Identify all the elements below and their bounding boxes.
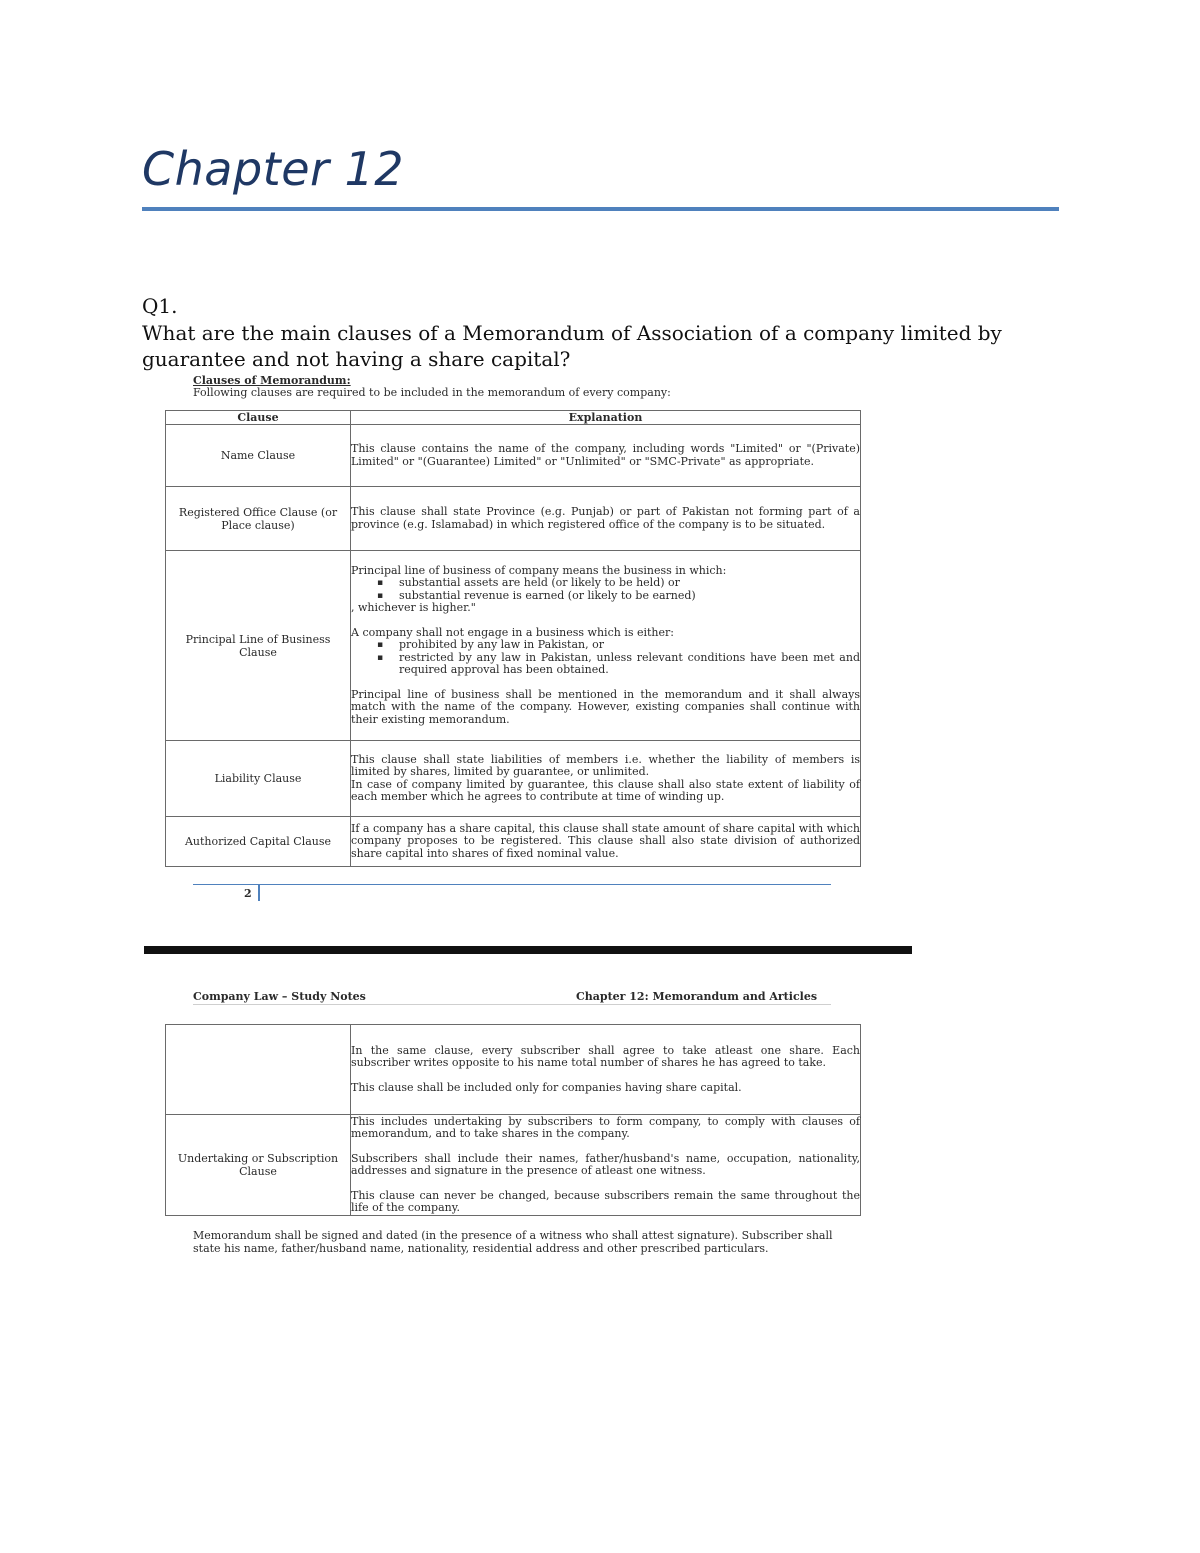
clause-explanation	[351, 551, 861, 741]
question-number: Q1.	[142, 294, 178, 318]
table-row	[166, 551, 861, 741]
table-row	[166, 425, 861, 487]
running-header-right: Chapter 12: Memorandum and Articles	[576, 990, 818, 1003]
clause-name: Registered Office Clause (or Place clause)	[166, 487, 351, 551]
explanation-paragraph: In the same clause, every subscriber shall agree to take atleast one share. Each subscriber writes opposite to his name total number of shares he has agreed to take.	[351, 1043, 860, 1070]
footer-rule	[193, 884, 831, 885]
page-break-bar	[144, 946, 912, 954]
explanation-intro: Principal line of business of company means the business in which:	[351, 563, 727, 577]
header-explanation: Explanation	[351, 411, 861, 425]
table-row	[166, 817, 861, 867]
explanation-paragraph: This clause can never be changed, because subscribers remain the same throughout the life of the company.	[351, 1188, 860, 1214]
explanation-second-intro: A company shall not engage in a business which is either:	[351, 625, 674, 639]
clause-explanation	[351, 1115, 861, 1216]
clause-name: Undertaking or Subscription Clause	[166, 1115, 351, 1216]
clause-explanation: This clause contains the name of the company, including words "Limited" or "(Private) Limited" or "(Guarantee) Limited" or "Unlimited" or "SMC-Private" as appropriate.	[351, 425, 861, 487]
bullet-list	[351, 639, 860, 677]
page-number-divider	[258, 885, 260, 901]
title-underline	[142, 207, 1059, 211]
list-item: ▪ restricted by any law in Pakistan, unless relevant conditions have been met and required approval has been obtained.	[399, 652, 860, 677]
clause-explanation	[351, 741, 861, 817]
running-header-rule	[193, 1004, 831, 1005]
header-clause: Clause	[166, 411, 351, 425]
clause-name: Liability Clause	[166, 741, 351, 817]
list-item: ▪ substantial revenue is earned (or likely to be earned)	[399, 590, 860, 603]
explanation-paragraph: This clause shall be included only for companies having share capital.	[351, 1080, 742, 1094]
table-header-row	[166, 411, 861, 425]
explanation-paragraph: This clause shall state liabilities of members i.e. whether the liability of members is limited by shares, limited by guarantee, or unlimited.	[351, 752, 860, 778]
table-row	[166, 1115, 861, 1216]
table-row	[166, 1025, 861, 1115]
page-number: 2	[244, 887, 252, 900]
clauses-heading: Clauses of Memorandum:	[193, 374, 351, 387]
chapter-title: Chapter 12	[142, 142, 405, 196]
clause-explanation: This clause shall state Province (e.g. Punjab) or part of Pakistan not forming part of a province (e.g. Islamabad) in which registered office of the company is to be situated.	[351, 487, 861, 551]
clause-explanation: If a company has a share capital, this clause shall state amount of share capital with which company proposes to be registered. This clause shall also state division of authorized share capital into shares of fixed nominal value.	[351, 817, 861, 867]
clause-name: Name Clause	[166, 425, 351, 487]
clauses-table	[165, 410, 861, 867]
clauses-intro: Following clauses are required to be included in the memorandum of every company:	[193, 386, 671, 399]
explanation-paragraph: This includes undertaking by subscribers to form company, to comply with clauses of memorandum, and to take shares in the company.	[351, 1114, 860, 1140]
explanation-paragraph: In case of company limited by guarantee, this clause shall also state extent of liability of each member which he agrees to contribute at time of winding up.	[351, 777, 860, 803]
table-row	[166, 487, 861, 551]
running-header-left: Company Law – Study Notes	[193, 990, 366, 1003]
clause-name: Authorized Capital Clause	[166, 817, 351, 867]
list-item: ▪ prohibited by any law in Pakistan, or	[399, 639, 860, 652]
closing-note: Memorandum shall be signed and dated (in the presence of a witness who shall attest signature). Subscriber shall state his name, father/husband name, nationality, residential address and other prescribed particulars.	[193, 1229, 833, 1255]
question-text: What are the main clauses of a Memorandum of Association of a company limited by guarantee and not having a share capital?	[142, 321, 1002, 371]
bullet-list	[351, 577, 860, 602]
explanation-closing: Principal line of business shall be mentioned in the memorandum and it shall always match with the name of the company. However, existing companies shall continue with their existing memorandum.	[351, 687, 860, 726]
table-row	[166, 741, 861, 817]
clause-explanation	[351, 1025, 861, 1115]
explanation-paragraph: Subscribers shall include their names, father/husband's name, occupation, nationality, addresses and signature in the presence of atleast one witness.	[351, 1151, 860, 1177]
clause-name: Principal Line of Business Clause	[166, 551, 351, 741]
explanation-tail: , whichever is higher."	[351, 601, 476, 615]
clause-name	[166, 1025, 351, 1115]
list-item: ▪ substantial assets are held (or likely to be held) or	[399, 577, 860, 590]
clauses-table-continued	[165, 1024, 861, 1216]
